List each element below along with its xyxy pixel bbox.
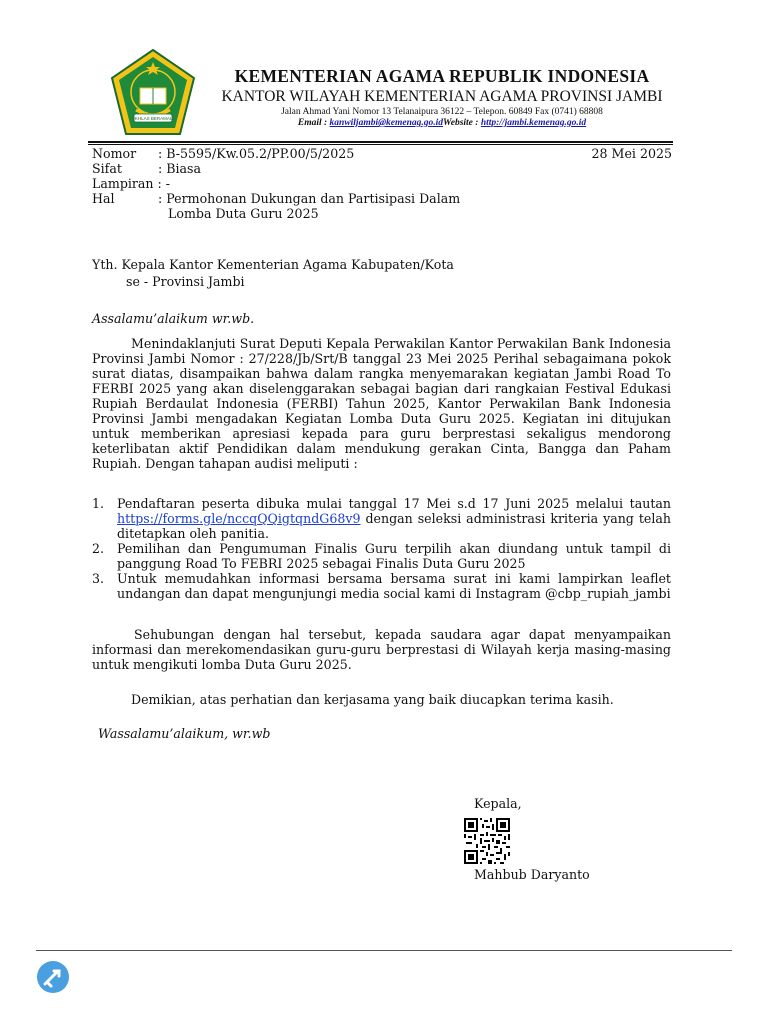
lampiran-label: Lampiran : - [92,176,171,191]
greeting: Assalamu’alaikum wr.wb. [92,311,255,326]
letterhead-title: KEMENTERIAN AGAMA REPUBLIK INDONESIA [234,66,650,86]
letterhead-address: Jalan Ahmad Yani Nomor 13 Telanaipura 36122 – Telepon. 60849 Fax (0741) 68808 [281,107,603,117]
nomor-value: : B-5595/Kw.05.2/PP.00/5/2025 [158,146,355,161]
hal-label: Hal [92,191,115,206]
qr-code-icon [464,818,510,864]
sifat-label: Sifat [92,161,122,176]
list-number: 3. [92,571,105,586]
email-label: Email : [297,118,330,128]
nomor-label: Nomor [92,146,137,161]
letterhead-contact [220,118,664,128]
body-request-paragraph: Sehubungan dengan hal tersebut, kepada saudara agar dapat menyampaikan informasi dan merekomendasikan guru-guru berprestasi di Wilayah kerja masing-masing untuk mengikuti lomba Duta Guru 2025. [92,627,671,672]
audition-steps-list [92,496,671,601]
farewell: Wassalamu’alaikum, wr.wb [98,726,271,741]
hal-value: : Permohonan Dukungan dan Partisipasi Dalam [158,191,461,206]
list-item: 3. Untuk memudahkan informasi bersama bersama surat ini kami lampirkan leaflet undangan dan dapat mengunjungi media social kami di Instagram @cbp_rupiah_jambi [92,571,671,601]
kemenag-logo-icon [108,48,198,138]
letterhead-subtitle: KANTOR WILAYAH KEMENTERIAN AGAMA PROVINSI JAMBI [221,88,663,105]
body-intro-paragraph: Menindaklanjuti Surat Deputi Kepala Perwakilan Kantor Perwakilan Bank Indonesia Provinsi Jambi Nomor : 27/228/Jb/Srt/B tanggal 23 Mei 2025 Perihal sebagaimana pokok surat diatas, disampaikan bahwa dalam rangka menyemarakan kegiatan Jambi Road To FERBI 2025 yang akan diselenggarakan sebagai bagian dari rangkaian Festival Edukasi Rupiah Berdaulat Indonesia (FERBI) Tahun 2025, Kantor Perwakilan Bank Indonesia Provinsi Jambi mengadakan Kegiatan Lomba Duta Guru 2025. Kegiatan ini ditujukan untuk memberikan apresiasi kepada para guru berprestasi sekaligus mendorong keterlibatan aktif Pendidikan dalam mendukung gerakan Cinta, Bangga dan Paham Rupiah. Dengan tahapan audisi meliputi : [92,336,671,471]
recipient-line-1: Yth. Kepala Kantor Kementerian Agama Kabupaten/Kota [92,257,454,272]
letterhead-rule-thin [88,144,673,145]
website-label: Website : [443,118,481,128]
signatory-name: Mahbub Daryanto [474,867,590,882]
list-item: 1. Pendaftaran peserta dibuka mulai tanggal 17 Mei s.d 17 Juni 2025 melalui tautan https://forms.gle/nccqQQigtqndG68v9 dengan seleksi administrasi kriteria yang telah ditetapkan oleh panitia. [92,496,671,541]
scribd-logo-icon[interactable] [36,960,70,994]
letter-date: 28 Mei 2025 [591,146,672,161]
sifat-value: : Biasa [158,161,202,176]
svg-text:IKHLAS BERAMAL: IKHLAS BERAMAL [133,116,173,121]
closing-line: Demikian, atas perhatian dan kerjasama yang baik diucapkan terima kasih. [131,692,614,707]
hal-value-continued: Lomba Duta Guru 2025 [168,206,319,221]
list-item: 2. Pemilihan dan Pengumuman Finalis Guru terpilih akan diundang untuk tampil di panggung Road To FEBRI 2025 sebagai Finalis Duta Guru 2025 [92,541,671,571]
list-number: 1. [92,496,105,511]
footer-divider [36,950,732,951]
website-link[interactable]: http://jambi.kemenag.go.id [480,118,587,128]
letterhead-rule [88,141,673,143]
signature-title: Kepala, [474,796,522,811]
recipient-line-2: se - Provinsi Jambi [126,274,245,289]
registration-form-link[interactable]: https://forms.gle/nccqQQigtqndG68v9 [117,511,361,526]
email-link[interactable]: kanwiljambi@kemenag.go.id [329,118,443,128]
list-number: 2. [92,541,105,556]
